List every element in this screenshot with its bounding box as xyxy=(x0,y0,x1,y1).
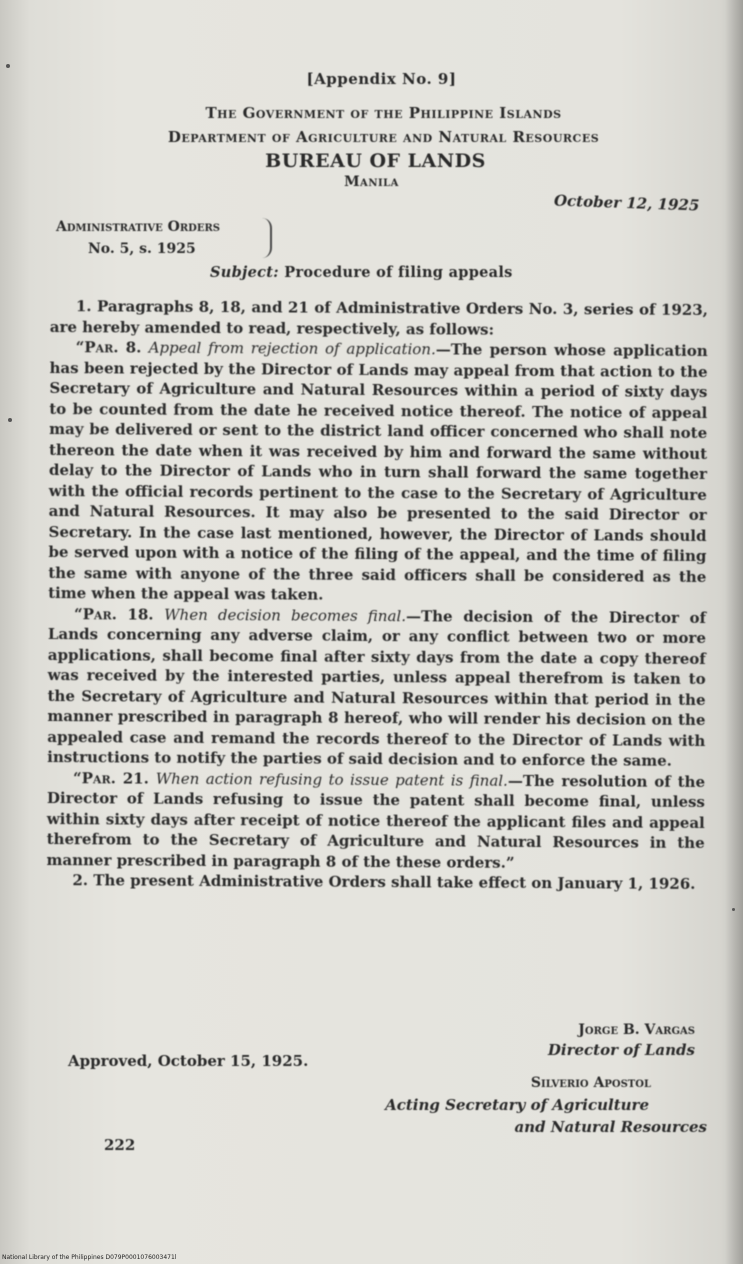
par8-title: Appeal from rejection of application. xyxy=(148,338,436,359)
secretary-title-line-2: and Natural Resources xyxy=(514,1118,707,1136)
scan-speck xyxy=(6,64,10,68)
government-heading: The Government of the Philippine Islands xyxy=(205,104,562,122)
secretary-name: Silverio Apostol xyxy=(530,1075,651,1091)
paragraph-1: 1. Paragraphs 8, 18, and 21 of Administrative Orders No. 3, series of 1923, are hereby amended to read, respectively, as follows: xyxy=(49,297,708,339)
paragraph-par8 xyxy=(48,337,708,608)
paragraph-par18 xyxy=(47,603,706,771)
paragraph-2: 2. The present Administrative Orders shall take effect on January 1, 1926. xyxy=(72,871,696,893)
par18-label: “Par. 18. xyxy=(74,604,154,624)
scan-footer: National Library of the Philippines D079P0001076003471l xyxy=(2,1254,177,1261)
city-heading: Manila xyxy=(344,174,399,190)
subject-line xyxy=(210,264,513,281)
page-number: 222 xyxy=(104,1136,136,1154)
scan-speck xyxy=(732,908,735,911)
document-date: October 12, 1925 xyxy=(553,191,700,215)
department-heading: Department of Agriculture and Natural Resources xyxy=(167,128,600,146)
par18-title: When decision becomes final. xyxy=(164,605,407,625)
par18-text: —The decision of the Director of Lands concerning any adverse claim, or any conflict between two or more applications, shall become final after sixty days from the date a copy thereof was received by the interested parties, unless appeal therefrom is taken to the Secretary of Agriculture and Natural Resources within that period in the manner prescribed in paragraph 8 hereof, who will render his decision on the appealed case and remand the records thereof to the Director of Lands with instructions to notify the parties of said decision and to enforce the same. xyxy=(47,606,707,770)
par8-text: —The person whose application has been rejected by the Director of Lands may appeal from that action to the Secretary of Agriculture and Natural Resources within a period of sixty days to be counted from the date he received notice thereof. The notice of appeal may be delivered or sent to the district land officer concerned who shall note thereon the date when it was received by him and forward the same without delay to the Director of Lands who in turn shall forward the same together with the official records pertinent to the case to the Secretary of Agriculture and Natural Resources. It may also be presented to the said Director or Secretary. In the case last mentioned, however, the Director of Lands should be served upon with a notice of the filing of the appeal, and the time of filing the same with anyone of the three said officers shall be considered as the time when the appeal was taken. xyxy=(48,340,708,604)
brace-mark xyxy=(256,218,272,258)
secretary-title-line-1: Acting Secretary of Agriculture xyxy=(385,1096,649,1114)
orders-label: Administrative Orders xyxy=(56,219,220,235)
par8-label: “Par. 8. xyxy=(75,338,142,357)
subject-text: Procedure of filing appeals xyxy=(284,264,513,281)
orders-reference xyxy=(56,216,220,260)
orders-number: No. 5, s. 1925 xyxy=(88,241,196,257)
director-name: Jorge B. Vargas xyxy=(578,1022,695,1038)
par21-title: When action refusing to issue patent is final. xyxy=(155,769,508,790)
scan-speck xyxy=(8,418,12,422)
secretary-signature xyxy=(385,1072,707,1138)
bureau-heading: BUREAU OF LANDS xyxy=(265,150,486,172)
director-signature xyxy=(548,1020,695,1060)
director-title: Director of Lands xyxy=(547,1041,695,1059)
par21-text: —The resolution of the Director of Lands refusing to issue the patent shall become final, unless within sixty days after receipt of notice thereof the applicant files and appeal therefrom to the Secretary of Agriculture and Natural Resources in the manner prescribed in paragraph 8 of the these orders.” xyxy=(46,771,706,872)
body-text xyxy=(46,296,708,895)
subject-label: Subject: xyxy=(210,264,279,281)
par21-label: “Par. 21. xyxy=(73,768,149,788)
paragraph-par21 xyxy=(46,767,705,874)
approval-line: Approved, October 15, 1925. xyxy=(68,1052,309,1070)
appendix-label: [Appendix No. 9] xyxy=(306,70,457,88)
